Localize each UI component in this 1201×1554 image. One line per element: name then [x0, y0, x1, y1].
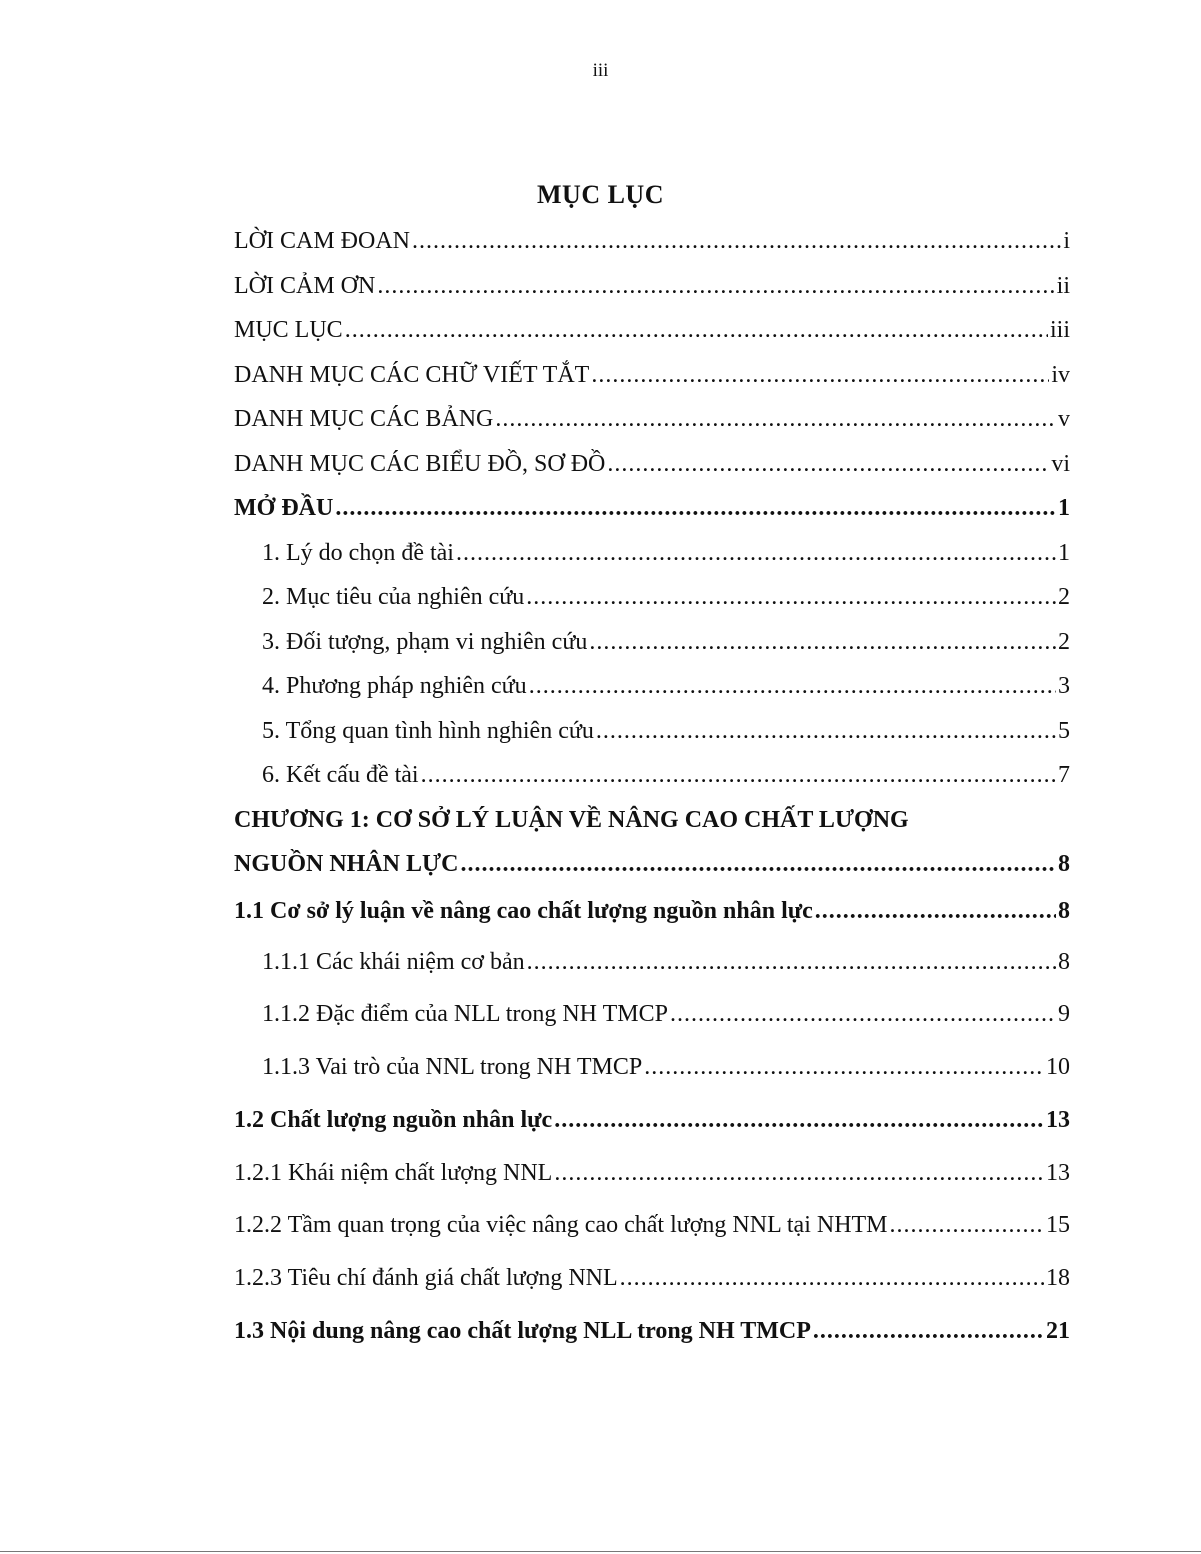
leader-dots	[554, 1158, 1044, 1188]
toc-entry[interactable]	[234, 360, 1070, 390]
leader-dots	[345, 315, 1048, 345]
leader-dots	[589, 627, 1056, 657]
toc-entry-page: 3	[1058, 673, 1070, 699]
toc-entry-page: 13	[1046, 1160, 1070, 1186]
toc-entry-page: vi	[1051, 451, 1070, 477]
toc-entry-label: MỞ ĐẦU	[234, 495, 334, 521]
toc-entry-label: CHƯƠNG 1: CƠ SỞ LÝ LUẬN VỀ NÂNG CAO CHẤT LƯỢNG	[234, 807, 909, 833]
toc-entry-page: v	[1058, 406, 1070, 432]
toc-entry-page: 8	[1058, 949, 1070, 975]
toc-entry-label: DANH MỤC CÁC CHỮ VIẾT TẮT	[234, 362, 590, 388]
toc-entry[interactable]	[234, 896, 1070, 926]
leader-dots	[377, 271, 1054, 301]
toc-entry-label: LỜI CẢM ƠN	[234, 273, 376, 299]
toc-entry-page: 1	[1058, 540, 1070, 566]
toc-entry-label: 1. Lý do chọn đề tài	[262, 540, 454, 566]
toc-entry-label: 1.1.2 Đặc điểm của NLL trong NH TMCP	[262, 1001, 668, 1027]
toc-entry-label: DANH MỤC CÁC BẢNG	[234, 406, 494, 432]
toc-entry-label: 1.3 Nội dung nâng cao chất lượng NLL trong NH TMCP	[234, 1318, 811, 1344]
leader-dots	[335, 493, 1056, 523]
toc-entry-page: 1	[1058, 495, 1070, 521]
toc-entry[interactable]	[234, 449, 1070, 479]
toc-entry-label: LỜI CAM ĐOAN	[234, 228, 410, 254]
toc-entry[interactable]	[234, 671, 1070, 701]
toc-entry-page: iv	[1051, 362, 1070, 388]
leader-dots	[815, 896, 1056, 926]
toc-entry-label: 1.2 Chất lượng nguồn nhân lực	[234, 1107, 553, 1133]
leader-dots	[607, 449, 1049, 479]
toc-entry-page: 5	[1058, 718, 1070, 744]
toc-entry-page: 7	[1058, 762, 1070, 788]
toc-entry[interactable]	[234, 493, 1070, 523]
toc-entry-page: 8	[1058, 851, 1070, 877]
leader-dots	[596, 716, 1056, 746]
toc-entry-label: 4. Phương pháp nghiên cứu	[262, 673, 527, 699]
toc-entry-label: 1.1.3 Vai trò của NNL trong NH TMCP	[262, 1054, 643, 1080]
toc-title: MỤC LỤC	[537, 180, 664, 209]
toc-entry-page: 15	[1046, 1212, 1070, 1238]
toc-entry[interactable]	[234, 582, 1070, 612]
toc-entry-label: MỤC LỤC	[234, 317, 343, 343]
leader-dots	[813, 1316, 1044, 1346]
toc-entry-page: 9	[1058, 1001, 1070, 1027]
toc-entry-label: DANH MỤC CÁC BIỂU ĐỒ, SƠ ĐỒ	[234, 451, 606, 477]
toc-entry[interactable]	[234, 404, 1070, 434]
toc-entry[interactable]	[234, 1105, 1070, 1135]
leader-dots	[644, 1052, 1044, 1082]
toc-entry[interactable]	[234, 1158, 1070, 1188]
toc-entry-label: 3. Đối tượng, phạm vi nghiên cứu	[262, 629, 588, 655]
toc-entry-label: 5. Tổng quan tình hình nghiên cứu	[262, 718, 594, 744]
toc-entry[interactable]	[234, 271, 1070, 301]
leader-dots	[460, 849, 1056, 879]
page-bottom-rule	[0, 1551, 1201, 1552]
toc-entry-label: NGUỒN NHÂN LỰC	[234, 851, 459, 877]
leader-dots	[620, 1263, 1044, 1293]
leader-dots	[495, 404, 1056, 434]
leader-dots	[591, 360, 1049, 390]
toc-entry-page: 21	[1046, 1318, 1070, 1344]
toc-entry-page: 8	[1058, 898, 1070, 924]
toc-entry[interactable]	[234, 315, 1070, 345]
toc-entry[interactable]	[234, 538, 1070, 568]
toc-entry[interactable]	[234, 1052, 1070, 1082]
leader-dots	[421, 760, 1056, 790]
toc-entry-page: 10	[1046, 1054, 1070, 1080]
toc-entry-label: 1.2.1 Khái niệm chất lượng NNL	[234, 1160, 553, 1186]
toc-entry-label: 6. Kết cấu đề tài	[262, 762, 419, 788]
toc-entry[interactable]	[234, 849, 1070, 879]
toc-entry-label: 1.2.3 Tiêu chí đánh giá chất lượng NNL	[234, 1265, 618, 1291]
chapter-heading[interactable]	[234, 805, 1070, 835]
toc-entry[interactable]	[234, 627, 1070, 657]
toc-entry[interactable]	[234, 1210, 1070, 1240]
toc-entry-page: 18	[1046, 1265, 1070, 1291]
toc-entry[interactable]	[234, 716, 1070, 746]
page-number: iii	[592, 60, 609, 81]
toc-entry[interactable]	[234, 1316, 1070, 1346]
toc-entry-label: 1.2.2 Tầm quan trọng của việc nâng cao chất lượng NNL tại NHTM	[234, 1212, 888, 1238]
leader-dots	[456, 538, 1056, 568]
leader-dots	[529, 671, 1056, 701]
leader-dots	[890, 1210, 1044, 1240]
toc-entry-page: iii	[1049, 317, 1070, 343]
toc-entry-page: 2	[1058, 584, 1070, 610]
toc-entry[interactable]	[234, 760, 1070, 790]
toc-entry[interactable]	[234, 226, 1070, 256]
toc-entry[interactable]	[234, 999, 1070, 1029]
toc-entry-label: 2. Mục tiêu của nghiên cứu	[262, 584, 525, 610]
toc-entry-label: 1.1.1 Các khái niệm cơ bản	[262, 949, 525, 975]
toc-entry-label: 1.1 Cơ sở lý luận về nâng cao chất lượng nguồn nhân lực	[234, 898, 813, 924]
toc-entry-page: 13	[1046, 1107, 1070, 1133]
toc-entry[interactable]	[234, 947, 1070, 977]
leader-dots	[526, 582, 1056, 612]
toc-entry[interactable]	[234, 1263, 1070, 1293]
leader-dots	[670, 999, 1056, 1029]
toc-entry-page: i	[1063, 228, 1070, 254]
leader-dots	[554, 1105, 1044, 1135]
leader-dots	[412, 226, 1061, 256]
toc-entry-page: ii	[1056, 273, 1070, 299]
leader-dots	[527, 947, 1056, 977]
toc-entry-page: 2	[1058, 629, 1070, 655]
